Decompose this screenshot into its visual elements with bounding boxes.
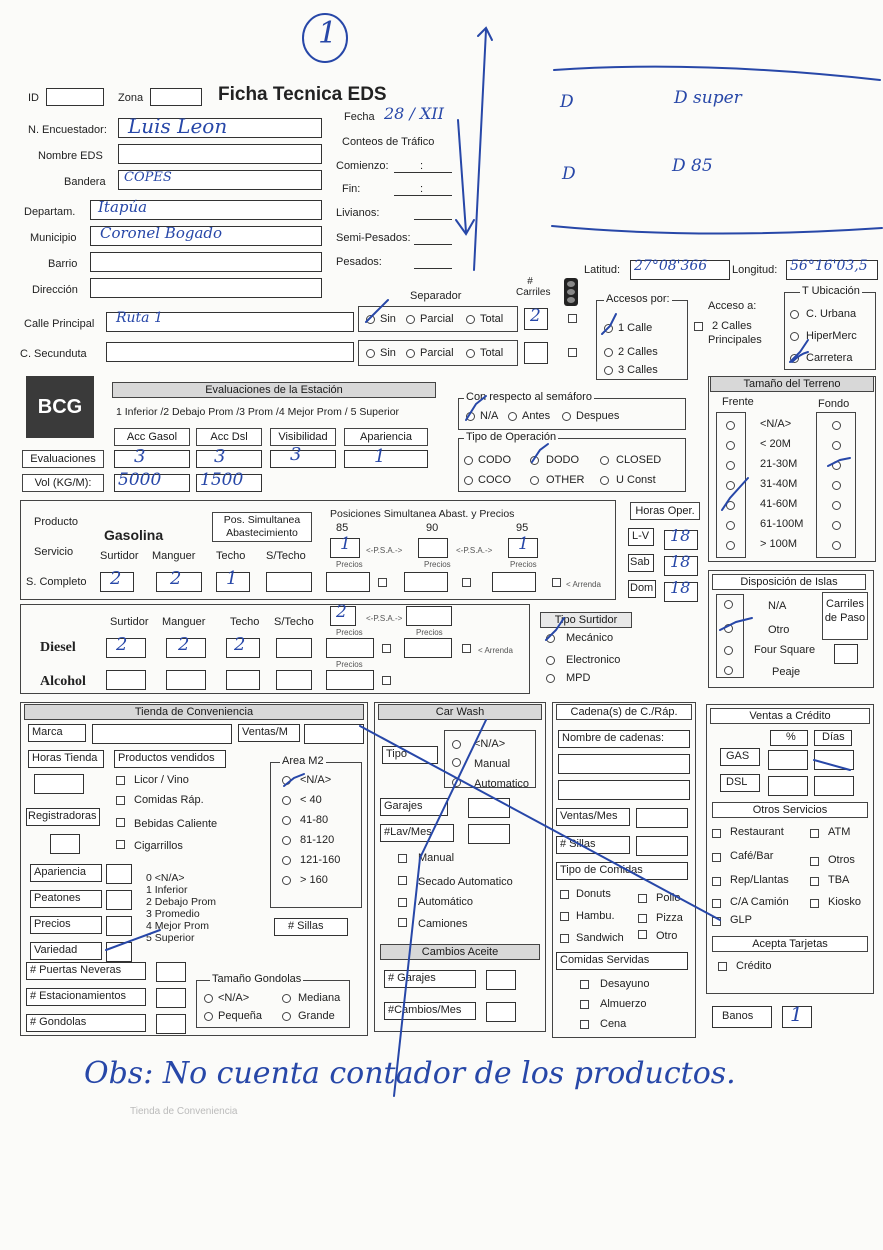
otros-check[interactable] — [712, 917, 721, 926]
eval-visibilidad-value: 3 — [290, 444, 302, 465]
evaluaciones-scale: 1 Inferior /2 Debajo Prom /3 Prom /4 Mejor Prom / 5 Superior — [116, 406, 400, 418]
cadenas-title: Cadena(s) de C./Ráp. — [556, 704, 692, 720]
fin-sep: : — [420, 183, 424, 195]
note-d2: D — [562, 164, 576, 184]
otros-title: Otros Servicios — [712, 802, 868, 818]
marca-field[interactable] — [92, 724, 232, 744]
terreno-title: Tamaño del Terreno — [710, 376, 874, 392]
semaforo-check-2[interactable] — [568, 348, 577, 357]
terreno-size-label: 21-30M — [760, 458, 798, 470]
tienda-eval-label: Apariencia — [34, 866, 86, 878]
area-option-label: > 160 — [300, 874, 328, 886]
terreno-size-label: 61-100M — [760, 518, 804, 530]
eval-accdsl-field[interactable] — [196, 450, 262, 468]
carriles-paso-label: Carriles de Paso — [822, 592, 868, 640]
latitud-label: Latitud: — [584, 264, 621, 276]
sep1-total-radio[interactable] — [466, 315, 475, 324]
area-option-label: <N/A> — [300, 774, 332, 786]
otros-check[interactable] — [810, 829, 819, 838]
semipesados-label: Semi-Pesados: — [336, 232, 411, 244]
frente-radio[interactable] — [726, 421, 735, 430]
pos-sim-header: Pos. Simultanea Abastecimiento — [212, 512, 312, 542]
terreno-size-label: < 20M — [760, 438, 791, 450]
note-d85: D 85 — [672, 156, 713, 176]
credito-title: Ventas a Crédito — [710, 708, 870, 724]
sep2-total-radio[interactable] — [466, 349, 475, 358]
dos-calles-check[interactable] — [694, 322, 703, 331]
hipermerc-radio[interactable] — [790, 332, 799, 341]
pesados-label: Pesados: — [336, 256, 382, 268]
eval-accgasol-value: 3 — [134, 446, 146, 467]
fondo-radio[interactable] — [832, 521, 841, 530]
depto-value: Itapúa — [98, 198, 148, 216]
islas-na-radio[interactable] — [724, 600, 733, 609]
fondo-radio[interactable] — [832, 421, 841, 430]
comienzo-label: Comienzo: — [336, 160, 389, 172]
terreno-size-label: <N/A> — [760, 418, 792, 430]
otros-label: Café/Bar — [730, 850, 774, 862]
fondo-radio[interactable] — [832, 461, 841, 470]
otros-label: Kiosko — [828, 896, 862, 908]
registradoras-field[interactable] — [50, 834, 80, 854]
op-coco-radio[interactable] — [464, 476, 473, 485]
carretera-radio[interactable] — [790, 354, 799, 363]
psa90-field[interactable] — [418, 538, 448, 558]
gas-precio95-field[interactable] — [492, 572, 536, 592]
calle-secundaria-label: C. Secunduta — [20, 348, 87, 360]
comienzo-sep: : — [420, 160, 424, 172]
acceso-a-label: Acceso a: — [708, 300, 757, 312]
semaforo-na-radio[interactable] — [466, 412, 475, 421]
latitud-value: 27°08'366 — [634, 258, 708, 274]
op-uconst-radio[interactable] — [600, 476, 609, 485]
page-number: 1 — [318, 16, 338, 51]
gas-precio85-field[interactable] — [326, 572, 370, 592]
otros-check[interactable] — [810, 857, 819, 866]
otros-check[interactable] — [712, 853, 721, 862]
note-d1: D — [560, 92, 574, 112]
eval-col-apariencia: Apariencia — [344, 428, 428, 446]
eval-accgasol-field[interactable] — [114, 450, 190, 468]
longitud-label: Longitud: — [732, 264, 778, 276]
fondo-radio[interactable] — [832, 441, 841, 450]
calle3-radio[interactable] — [604, 366, 613, 375]
area-radio[interactable] — [282, 856, 291, 865]
nombre-field[interactable] — [118, 144, 322, 164]
fecha-value[interactable]: 28 / XII — [384, 104, 444, 123]
gas-precio90-field[interactable] — [404, 572, 448, 592]
tienda-eval-field[interactable] — [106, 942, 132, 962]
otros-label: TBA — [828, 874, 850, 886]
semaforo-antes-radio[interactable] — [508, 412, 517, 421]
otros-label: Restaurant — [730, 826, 784, 838]
livianos-label: Livianos: — [336, 207, 380, 219]
cambios-garajes-field[interactable] — [486, 970, 516, 990]
carriles-value: 2 — [530, 306, 541, 326]
otros-check[interactable] — [712, 877, 721, 886]
vol-gas-value: 5000 — [118, 470, 162, 490]
carwash-title: Car Wash — [378, 704, 542, 720]
tienda-eval-label: Variedad — [34, 944, 78, 956]
area-radio[interactable] — [282, 776, 291, 785]
otros-label: ATM — [828, 826, 851, 838]
area-option-label: 121-160 — [300, 854, 341, 866]
op-dodo-radio[interactable] — [530, 456, 539, 465]
estacionamientos-field[interactable] — [156, 988, 186, 1008]
calle-principal-label: Calle Principal — [24, 318, 95, 330]
page-title: Ficha Tecnica EDS — [218, 84, 387, 105]
neveras-field[interactable] — [156, 962, 186, 982]
ubicacion-label: T Ubicación — [802, 285, 860, 297]
eval-col-accdsl: Acc Dsl — [196, 428, 262, 446]
tienda-eval-label: Precios — [34, 918, 71, 930]
bandera-value: COPES — [124, 170, 172, 185]
tienda-eval-field[interactable] — [106, 864, 132, 884]
mecanico-radio[interactable] — [546, 634, 555, 643]
municipio-label: Municipio — [30, 232, 77, 244]
sep2-parcial-radio[interactable] — [406, 349, 415, 358]
op-closed-radio[interactable] — [600, 456, 609, 465]
mpd-radio[interactable] — [546, 674, 555, 683]
separador-label: Separador — [410, 290, 462, 302]
gas-stecho-field[interactable] — [266, 572, 312, 592]
vol-label: Vol (KG/M): — [22, 474, 104, 492]
fondo-radio[interactable] — [832, 541, 841, 550]
islas-otro-radio[interactable] — [724, 624, 733, 633]
tienda-eval-field[interactable] — [106, 916, 132, 936]
tarjetas-title: Acepta Tarjetas — [712, 936, 868, 952]
encuestador-value: Luis Leon — [128, 114, 228, 138]
municipio-value: Coronel Bogado — [100, 224, 223, 242]
frente-radio[interactable] — [726, 441, 735, 450]
semaforo-title: Con respecto al semáforo — [466, 391, 592, 403]
carriles-paso-field[interactable] — [834, 644, 858, 664]
traffic-title: Conteos de Tráfico — [342, 136, 435, 148]
accesos-label: Accesos por: — [606, 293, 670, 305]
traffic-light-icon — [564, 278, 578, 306]
zona-field[interactable] — [150, 88, 202, 106]
area-radio[interactable] — [282, 816, 291, 825]
encuestador-label: N. Encuestador: — [28, 124, 107, 136]
otros-label: C/A Camión — [730, 896, 789, 908]
otros-check[interactable] — [810, 899, 819, 908]
fondo-radio[interactable] — [832, 481, 841, 490]
area-option-label: 41-80 — [300, 814, 329, 826]
otros-check[interactable] — [712, 899, 721, 908]
bcg-logo: BCG — [26, 376, 94, 438]
area-radio[interactable] — [282, 876, 291, 885]
electronico-radio[interactable] — [546, 656, 555, 665]
observation-note: Obs: No cuenta contador de los productos. — [84, 1056, 736, 1091]
carriles-field-2[interactable] — [524, 342, 548, 364]
sep1-parcial-radio[interactable] — [406, 315, 415, 324]
evaluaciones-title: Evaluaciones de la Estación — [112, 382, 436, 398]
bandera-label: Bandera — [64, 176, 106, 188]
islas-peaje-radio[interactable] — [724, 666, 733, 675]
frente-radio[interactable] — [726, 541, 735, 550]
barrio-field[interactable] — [90, 252, 322, 272]
terreno-size-label: > 100M — [760, 538, 797, 550]
otros-label: Rep/Llantas — [730, 874, 789, 886]
islas-title: Disposición de Islas — [712, 574, 866, 590]
longitud-value: 56°16'03,5 — [790, 258, 868, 274]
calle2-radio[interactable] — [604, 348, 613, 357]
horas-field[interactable] — [34, 774, 84, 794]
tienda-eval-label: Peatones — [34, 892, 81, 904]
terreno-size-label: 31-40M — [760, 478, 798, 490]
eval-apariencia-value: 1 — [374, 446, 386, 467]
calle1-radio[interactable] — [604, 324, 613, 333]
ventas-field[interactable] — [304, 724, 364, 744]
sep1-sin-radio[interactable] — [366, 315, 375, 324]
sep2-sin-radio[interactable] — [366, 349, 375, 358]
semaforo-despues-radio[interactable] — [562, 412, 571, 421]
eval-apariencia-field[interactable] — [344, 450, 428, 468]
nombre-label: Nombre EDS — [38, 150, 103, 162]
operacion-title: Tipo de Operación — [466, 431, 557, 443]
area-radio[interactable] — [282, 836, 291, 845]
vol-dsl-value: 1500 — [200, 470, 244, 490]
cambios-title: Cambios Aceite — [380, 944, 540, 960]
fecha-label: Fecha — [344, 111, 375, 123]
id-label: ID — [28, 92, 39, 104]
eval-accdsl-value: 3 — [214, 446, 226, 467]
horas-oper-title: Horas Oper. — [630, 502, 700, 520]
semaforo-check-1[interactable] — [568, 314, 577, 323]
direccion-field[interactable] — [90, 278, 322, 298]
eval-col-visibilidad: Visibilidad — [270, 428, 336, 446]
calle-principal-value: Ruta 1 — [116, 310, 163, 326]
id-field[interactable] — [46, 88, 104, 106]
depto-label: Departam. — [24, 206, 76, 218]
op-other-radio[interactable] — [530, 476, 539, 485]
otros-label: Otros — [828, 854, 855, 866]
direccion-label: Dirección — [32, 284, 78, 296]
lav-field[interactable] — [468, 824, 510, 844]
otros-label: GLP — [730, 914, 753, 926]
frente-radio[interactable] — [726, 461, 735, 470]
tienda-title: Tienda de Conveniencia — [24, 704, 364, 720]
cambios-mes-field[interactable] — [486, 1002, 516, 1022]
frente-radio[interactable] — [726, 501, 735, 510]
frente-radio[interactable] — [726, 481, 735, 490]
carriles-label: # Carriles — [516, 276, 551, 298]
zona-label: Zona — [118, 92, 144, 104]
area-option-label: < 40 — [300, 794, 322, 806]
surtidor-title: Tipo Surtidor — [540, 612, 632, 628]
note-dsuper: D super — [674, 88, 742, 108]
calle-secundaria-field[interactable] — [106, 342, 354, 362]
fin-label: Fin: — [342, 183, 361, 195]
otros-check[interactable] — [810, 877, 819, 886]
fondo-radio[interactable] — [832, 501, 841, 510]
terreno-size-label: 41-60M — [760, 498, 798, 510]
eval-visibilidad-field[interactable] — [270, 450, 336, 468]
otros-check[interactable] — [712, 829, 721, 838]
barrio-label: Barrio — [48, 258, 78, 270]
eval-row-label: Evaluaciones — [22, 450, 104, 468]
frente-radio[interactable] — [726, 521, 735, 530]
gondolas-field[interactable] — [156, 1014, 186, 1034]
area-option-label: 81-120 — [300, 834, 335, 846]
urbana-radio[interactable] — [790, 310, 799, 319]
op-codo-radio[interactable] — [464, 456, 473, 465]
islas-four-radio[interactable] — [724, 646, 733, 655]
area-radio[interactable] — [282, 796, 291, 805]
eval-col-accgasol: Acc Gasol — [114, 428, 190, 446]
tienda-eval-field[interactable] — [106, 890, 132, 910]
garajes-field[interactable] — [468, 798, 510, 818]
